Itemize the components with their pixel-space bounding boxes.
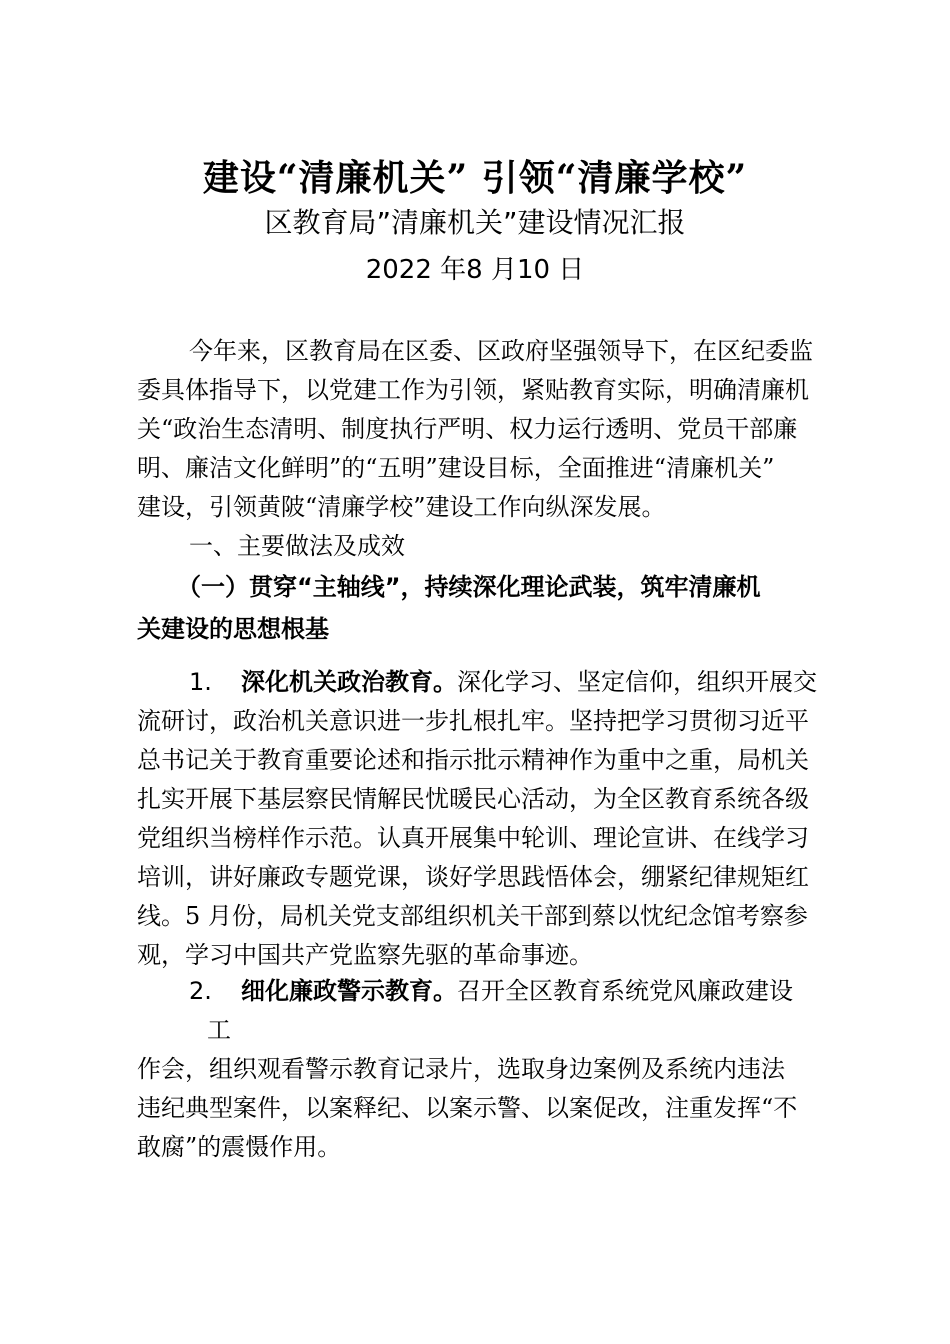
item-line: 党组织当榜样作示范。认真开展集中轮训、理论宣讲、在线学习	[137, 824, 809, 852]
item-line: 敢腐”的震慑作用。	[137, 1133, 342, 1161]
item-number: 1.	[189, 668, 212, 696]
item-line: 线。5 月份，局机关党支部组织机关干部到蔡以忱纪念馆考察参	[137, 902, 808, 930]
item-2-first-line	[137, 972, 857, 1011]
item-line: 观，学习中国共产党监察先驱的革命事迹。	[137, 941, 593, 969]
item-1-paragraph	[137, 663, 857, 975]
intro-line: 今年来，区教育局在区委、区政府坚强领导下，在区纪委监	[189, 337, 813, 365]
item-text: 召开全区教育系统党风廉政建设	[457, 977, 793, 1005]
document-date: 2022 年8 月10 日	[365, 255, 585, 285]
item-heading: 细化廉政警示教育。	[241, 977, 457, 1005]
subsection-heading-line: （一）贯穿“主轴线”，持续深化理论武装，筑牢清廉机	[177, 573, 761, 601]
item-line: 培训，讲好廉政专题党课，谈好学思践悟体会，绷紧纪律规矩红	[137, 863, 809, 891]
item-line: 扎实开展下基层察民情解民忧暖民心活动，为全区教育系统各级	[137, 785, 809, 813]
intro-line: 委具体指导下，以党建工作为引领，紧贴教育实际，明确清廉机	[137, 376, 809, 404]
intro-line: 关“政治生态清明、制度执行严明、权力运行透明、党员干部廉	[137, 415, 798, 443]
document-subtitle: 区教育局”清廉机关”建设情况汇报	[264, 206, 686, 239]
item-1-first-line	[137, 663, 857, 702]
item-line: 总书记关于教育重要论述和指示批示精神作为重中之重，局机关	[137, 746, 809, 774]
intro-paragraph	[137, 332, 857, 527]
document-title: 建设“清廉机关” 引领“清廉学校”	[202, 157, 748, 199]
item-2-paragraph	[137, 972, 857, 1167]
item-number: 2.	[189, 977, 212, 1005]
intro-line: 建设，引领黄陂“清廉学校”建设工作向纵深发展。	[137, 493, 666, 521]
intro-line: 明、廉洁文化鲜明”的“五明”建设目标，全面推进“清廉机关”	[137, 454, 775, 482]
section-heading: 一、主要做法及成效	[189, 532, 405, 560]
item-orphan-char: 工	[207, 1016, 231, 1044]
item-heading: 深化机关政治教育。	[241, 668, 457, 696]
item-text: 深化学习、坚定信仰，组织开展交	[457, 668, 817, 696]
subsection-heading	[137, 566, 857, 650]
item-line: 流研讨，政治机关意识进一步扎根扎牢。坚持把学习贯彻习近平	[137, 707, 809, 735]
item-line: 违纪典型案件，以案释纪、以案示警、以案促改，注重发挥“不	[137, 1094, 798, 1122]
subsection-heading-line: 关建设的思想根基	[137, 615, 329, 643]
item-line: 作会，组织观看警示教育记录片，选取身边案例及系统内违法	[137, 1055, 785, 1083]
